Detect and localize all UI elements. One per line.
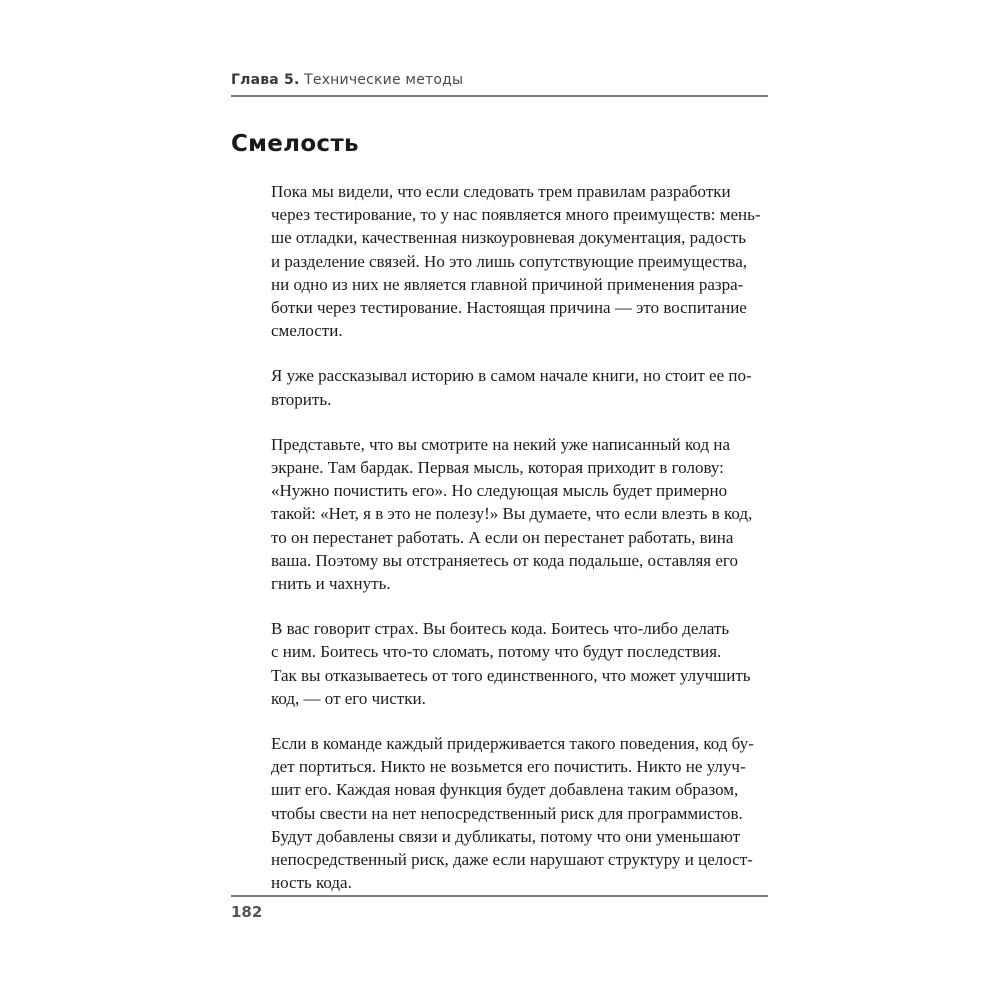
chapter-label: Глава 5. bbox=[231, 72, 300, 88]
text-line: Если в команде каждый придерживается такого поведения, код бу- bbox=[271, 734, 754, 754]
text-line: шит его. Каждая новая функция будет добавлена таким образом, bbox=[271, 780, 739, 800]
text-line: с ним. Боитесь что-то сломать, потому что будут последствия. bbox=[271, 642, 722, 662]
footer-rule bbox=[231, 895, 768, 897]
text-line: Я уже рассказывал историю в самом начале книги, но стоит ее по- bbox=[271, 366, 752, 386]
text-line: Так вы отказываетесь от того единственного, что может улучшить bbox=[271, 665, 751, 685]
section-title: Смелость bbox=[231, 131, 359, 157]
text-line: экране. Там бардак. Первая мысль, которая приходит в голову: bbox=[271, 458, 724, 478]
header-rule bbox=[231, 95, 768, 97]
paragraph-3 bbox=[271, 433, 771, 595]
text-line: непосредственный риск, даже если нарушают структуру и целост- bbox=[271, 850, 753, 870]
text-line: чтобы свести на нет непосредственный риск для программистов. bbox=[271, 803, 743, 823]
text-line: через тестирование, то у нас появляется много преимуществ: мень- bbox=[271, 205, 761, 225]
text-line: код, — от его чистки. bbox=[271, 688, 426, 708]
text-line: ность кода. bbox=[271, 873, 352, 893]
text-line: «Нужно почистить его». Но следующая мысль будет примерно bbox=[271, 481, 728, 501]
text-line: Пока мы видели, что если следовать трем правилам разработки bbox=[271, 182, 731, 201]
text-line: смелости. bbox=[271, 321, 343, 341]
text-line: В вас говорит страх. Вы боитесь кода. Боитесь что-либо делать bbox=[271, 619, 730, 639]
text-line: и разделение связей. Но это лишь сопутствующие преимущества, bbox=[271, 251, 748, 271]
text-line: дет портиться. Никто не возьмется его почистить. Никто не улуч- bbox=[271, 757, 746, 777]
paragraph-5 bbox=[271, 732, 771, 894]
text-line: ваша. Поэтому вы отстраняетесь от кода подальше, оставляя его bbox=[271, 550, 738, 570]
text-line: то он перестанет работать. А если он перестанет работать, вина bbox=[271, 527, 734, 547]
text-line: ботки через тестирование. Настоящая причина — это воспитание bbox=[271, 298, 747, 318]
body-text bbox=[271, 180, 771, 916]
chapter-title: Технические методы bbox=[304, 72, 464, 88]
text-line: ни одно из них не является главной причиной применения разра- bbox=[271, 274, 744, 294]
text-line: такой: «Нет, я в это не полезу!» Вы думаете, что если влезть в код, bbox=[271, 504, 753, 524]
text-line: гнить и чахнуть. bbox=[271, 574, 391, 594]
text-line: Будут добавлены связи и дубликаты, потому что они уменьшают bbox=[271, 826, 740, 846]
text-line: вторить. bbox=[271, 389, 332, 409]
text-line: ше отладки, качественная низкоуровневая документация, радость bbox=[271, 228, 746, 248]
paragraph-4 bbox=[271, 617, 771, 710]
paragraph-2 bbox=[271, 364, 771, 410]
running-header bbox=[231, 72, 463, 88]
page-number: 182 bbox=[231, 903, 263, 921]
text-line: Представьте, что вы смотрите на некий уже написанный код на bbox=[271, 434, 730, 454]
paragraph-1 bbox=[271, 180, 771, 342]
